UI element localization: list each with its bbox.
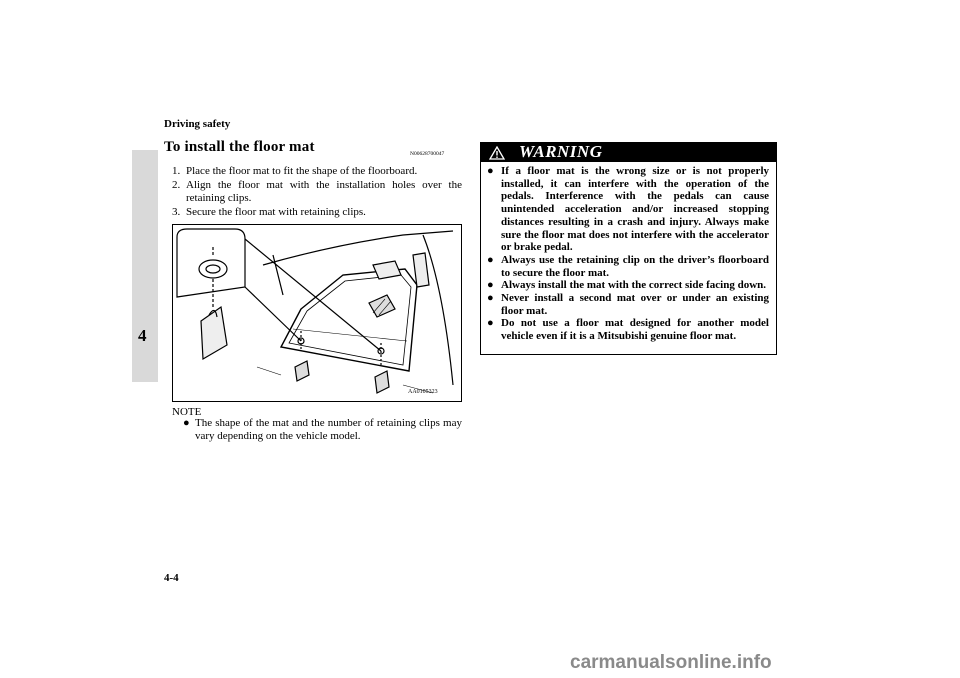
section-code: N00628700047 xyxy=(410,151,445,157)
step-list xyxy=(172,165,462,219)
warning-text: If a floor mat is the wrong size or is not properly installed, it can interfere with the operation of the pedals. Interference with the pedals can cause unintended acceleration and/or increased stopping distances resulting in a crash and injury. Always make sure the floor mat does not interfere with the accelerator or brake pedal. xyxy=(501,165,769,254)
bullet-icon: ● xyxy=(487,292,494,305)
step-text: Secure the floor mat with retaining clips. xyxy=(186,205,366,218)
step-number: 2. xyxy=(172,178,181,191)
step-item xyxy=(172,165,462,179)
note-label: NOTE xyxy=(172,406,202,418)
note-body xyxy=(183,417,462,443)
bullet-icon: ● xyxy=(487,253,494,266)
chapter-tab xyxy=(132,150,158,382)
bullet-icon: ● xyxy=(487,165,494,177)
warning-list xyxy=(487,165,769,343)
step-number: 3. xyxy=(172,205,181,218)
bullet-icon: ● xyxy=(183,417,190,429)
warning-box xyxy=(480,142,777,355)
chapter-number: 4 xyxy=(138,326,147,345)
warning-text: Always install the mat with the correct side facing down. xyxy=(501,279,766,292)
warning-text: Do not use a floor mat designed for another model vehicle even if it is a Mitsubishi genuine floor mat. xyxy=(501,317,769,343)
warning-text: Never install a second mat over or under an existing floor mat. xyxy=(501,292,769,317)
warning-item xyxy=(487,165,769,254)
warning-item xyxy=(487,279,769,292)
page-number: 4-4 xyxy=(164,572,179,584)
step-text: Align the floor mat with the installation holes over the retaining clips. xyxy=(186,178,462,204)
section-header: Driving safety xyxy=(164,118,231,130)
figure-code: AA0105323 xyxy=(408,389,438,395)
step-text: Place the floor mat to fit the shape of the floorboard. xyxy=(186,165,418,177)
warning-triangle-icon xyxy=(489,146,505,160)
step-number: 1. xyxy=(172,165,181,177)
warning-header xyxy=(481,143,776,162)
note-item xyxy=(183,417,462,443)
bullet-icon: ● xyxy=(487,279,494,292)
warning-text: Always use the retaining clip on the driver’s floorboard to secure the floor mat. xyxy=(501,253,769,279)
step-item xyxy=(172,179,462,206)
warning-item xyxy=(487,292,769,317)
note-text: The shape of the mat and the number of retaining clips may vary depending on the vehicle model. xyxy=(195,417,462,442)
page-title: To install the floor mat xyxy=(164,139,315,155)
warning-item xyxy=(487,254,769,279)
floor-mat-illustration xyxy=(172,224,462,402)
watermark: carmanualsonline.info xyxy=(570,652,772,673)
bullet-icon: ● xyxy=(487,317,494,330)
step-item xyxy=(172,206,462,220)
warning-item xyxy=(487,317,769,342)
warning-title: WARNING xyxy=(519,142,603,161)
floor-mat-drawing xyxy=(173,225,461,401)
